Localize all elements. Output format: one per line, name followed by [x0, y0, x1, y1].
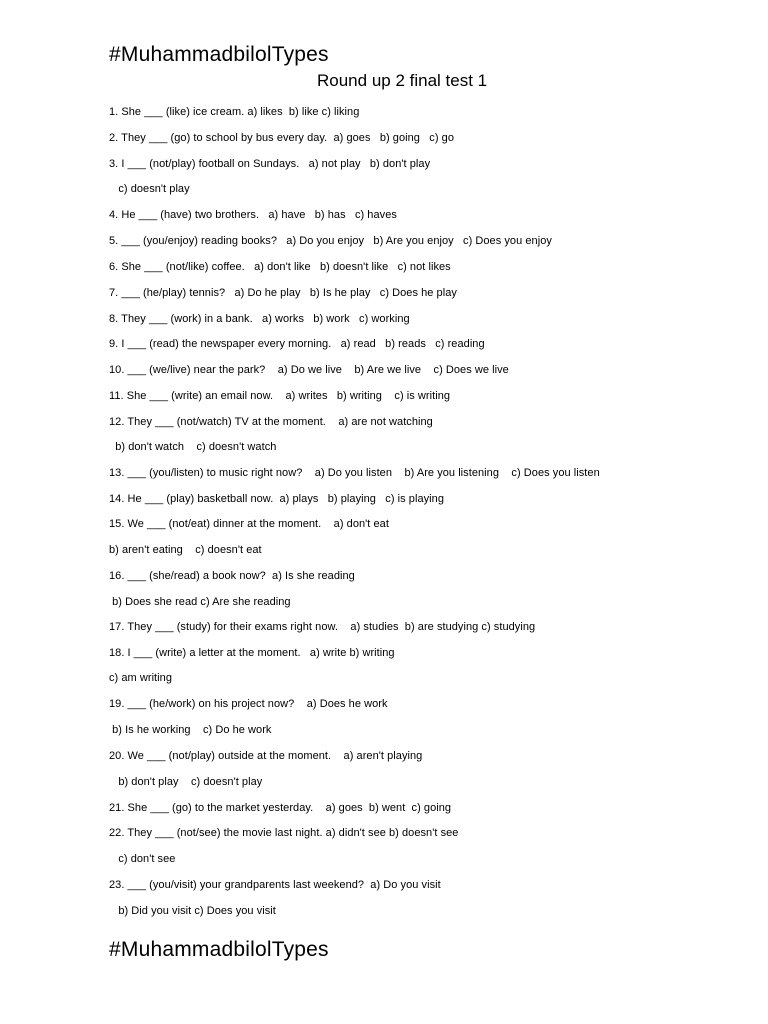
question-line: c) doesn't play	[109, 183, 190, 195]
question-line: 23. ___ (you/visit) your grandparents last weekend? a) Do you visit	[109, 879, 441, 891]
question-line: b) don't watch c) doesn't watch	[109, 441, 277, 453]
question-line: 14. He ___ (play) basketball now. a) plays b) playing c) is playing	[109, 493, 444, 505]
question-line: 18. I ___ (write) a letter at the moment. a) write b) writing	[109, 647, 395, 659]
question-line: 3. I ___ (not/play) football on Sundays. a) not play b) don't play	[109, 158, 431, 170]
page-title: Round up 2 final test 1	[317, 71, 488, 90]
question-line: 13. ___ (you/listen) to music right now? a) Do you listen b) Are you listening c) Does you listen	[109, 467, 600, 479]
page-header-hashtag: #MuhammadbilolTypes	[109, 43, 329, 66]
question-line: b) Did you visit c) Does you visit	[109, 905, 276, 917]
question-line: b) don't play c) doesn't play	[109, 776, 263, 788]
question-line: 10. ___ (we/live) near the park? a) Do we live b) Are we live c) Does we live	[109, 364, 509, 376]
question-line: 9. I ___ (read) the newspaper every morning. a) read b) reads c) reading	[109, 338, 485, 350]
question-line: 17. They ___ (study) for their exams right now. a) studies b) are studying c) studying	[109, 621, 536, 633]
question-line: 7. ___ (he/play) tennis? a) Do he play b) Is he play c) Does he play	[109, 287, 457, 299]
question-line: 16. ___ (she/read) a book now? a) Is she reading	[109, 570, 355, 582]
question-line: 22. They ___ (not/see) the movie last night. a) didn't see b) doesn't see	[109, 827, 459, 839]
question-line: 2. They ___ (go) to school by bus every day. a) goes b) going c) go	[109, 132, 454, 144]
question-line: 4. He ___ (have) two brothers. a) have b) has c) haves	[109, 209, 397, 221]
question-line: b) aren't eating c) doesn't eat	[109, 544, 262, 556]
question-line: 1. She ___ (like) ice cream. a) likes b) like c) liking	[109, 106, 360, 118]
question-line: 6. She ___ (not/like) coffee. a) don't like b) doesn't like c) not likes	[109, 261, 451, 273]
question-line: 19. ___ (he/work) on his project now? a) Does he work	[109, 698, 388, 710]
question-line: c) don't see	[109, 853, 176, 865]
question-line: c) am writing	[109, 672, 172, 684]
question-line: 15. We ___ (not/eat) dinner at the moment. a) don't eat	[109, 518, 389, 530]
page-footer-hashtag: #MuhammadbilolTypes	[109, 938, 329, 961]
question-line: 8. They ___ (work) in a bank. a) works b) work c) working	[109, 313, 410, 325]
question-line: 20. We ___ (not/play) outside at the moment. a) aren't playing	[109, 750, 423, 762]
question-line: b) Does she read c) Are she reading	[109, 596, 291, 608]
question-line: 5. ___ (you/enjoy) reading books? a) Do you enjoy b) Are you enjoy c) Does you enjoy	[109, 235, 552, 247]
question-line: 21. She ___ (go) to the market yesterday. a) goes b) went c) going	[109, 802, 452, 814]
question-line: b) Is he working c) Do he work	[109, 724, 272, 736]
question-line: 12. They ___ (not/watch) TV at the moment. a) are not watching	[109, 416, 433, 428]
question-line: 11. She ___ (write) an email now. a) writes b) writing c) is writing	[109, 390, 451, 402]
